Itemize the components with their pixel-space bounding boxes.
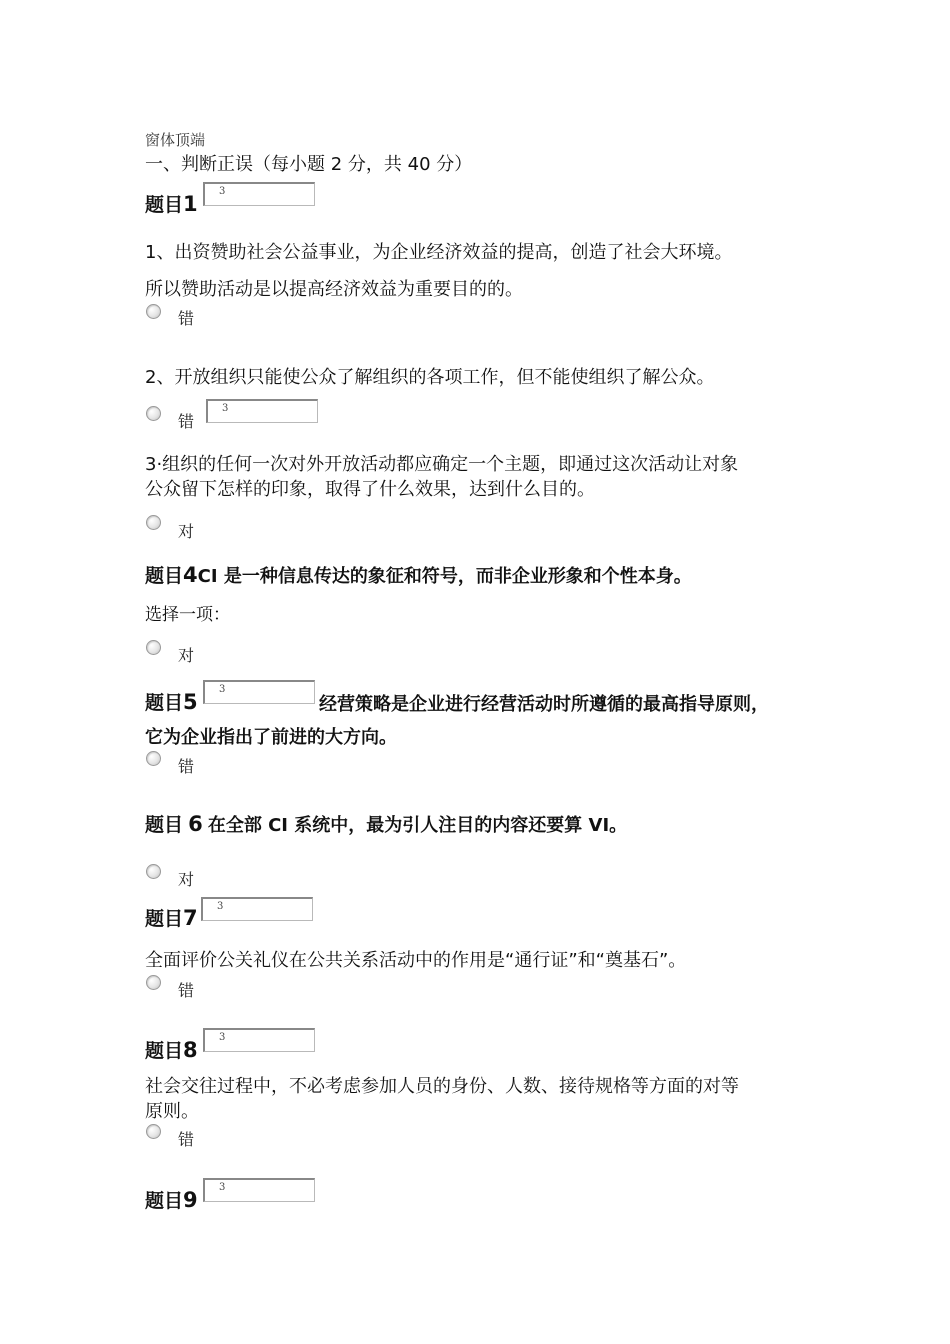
question-7-text: 全面评价公关礼仪在公共关系活动中的作用是“通行证”和“奠基石”。: [145, 950, 687, 971]
question-7-radio[interactable]: [146, 975, 161, 990]
question-7-score-input[interactable]: 3: [201, 897, 313, 921]
question-3-option-label: 对: [178, 522, 195, 541]
question-6-text: 在全部 CI 系统中，最为引人注目的内容还要算 VI。: [207, 815, 628, 836]
question-5-text-line-2: 它为企业指出了前进的大方向。: [145, 727, 397, 748]
question-1-text-line-2: 所以赞助活动是以提高经济效益为重要目的的。: [145, 279, 523, 300]
question-5-score-input[interactable]: 3: [203, 680, 315, 704]
section-title: 一、判断正误（每小题 2 分，共 40 分）: [145, 154, 473, 175]
question-1-radio[interactable]: [146, 304, 161, 319]
question-8-text-line-2: 原则。: [145, 1101, 199, 1122]
question-2-option-label: 错: [178, 412, 195, 431]
question-label: 题目: [145, 814, 184, 836]
question-7-title: [145, 904, 198, 931]
question-8-text-line-1: 社会交往过程中，不必考虑参加人员的身份、人数、接待规格等方面的对等: [145, 1076, 739, 1097]
question-number: 5: [183, 690, 198, 714]
question-9-score-input[interactable]: 3: [203, 1178, 315, 1202]
question-5-radio[interactable]: [146, 751, 161, 766]
choose-one-label: 选择一项：: [145, 605, 230, 625]
question-number: 8: [183, 1038, 198, 1062]
question-8-option-label: 错: [178, 1130, 195, 1149]
question-5-title: [145, 688, 198, 715]
form-top-label: 窗体顶端: [145, 131, 206, 149]
question-6-option-label: 对: [178, 870, 195, 889]
question-4-title: [145, 561, 692, 588]
question-8-score-input[interactable]: 3: [203, 1028, 315, 1052]
question-9-title: [145, 1186, 198, 1213]
question-4-option-label: 对: [178, 646, 195, 665]
question-number: 4: [183, 563, 198, 587]
question-4-radio[interactable]: [146, 640, 161, 655]
question-6-title: [145, 810, 627, 837]
question-6-radio[interactable]: [146, 864, 161, 879]
question-7-option-label: 错: [178, 981, 195, 1000]
question-label: 题目: [145, 908, 184, 930]
question-4-text: CI 是一种信息传达的象征和符号，而非企业形象和个性本身。: [197, 566, 692, 587]
question-label: 题目: [145, 565, 184, 587]
question-number: 7: [183, 906, 198, 930]
question-label: 题目: [145, 194, 184, 216]
question-number: 9: [183, 1188, 198, 1212]
question-label: 题目: [145, 1190, 184, 1212]
question-1-title: [145, 190, 198, 217]
question-8-radio[interactable]: [146, 1124, 161, 1139]
question-number: 1: [183, 192, 198, 216]
question-1-option-label: 错: [178, 309, 195, 328]
question-label: 题目: [145, 692, 184, 714]
question-number: 6: [188, 812, 203, 836]
question-3-radio[interactable]: [146, 515, 161, 530]
question-1-score-input[interactable]: 3: [203, 182, 315, 206]
question-3-text-line-2: 公众留下怎样的印象，取得了什么效果，达到什么目的。: [145, 479, 595, 500]
question-5-text-line-1: 经营策略是企业进行经营活动时所遵循的最高指导原则，: [319, 694, 769, 715]
question-2-text: 2、开放组织只能使公众了解组织的各项工作，但不能使组织了解公众。: [145, 367, 715, 388]
question-8-title: [145, 1036, 198, 1063]
question-label: 题目: [145, 1040, 184, 1062]
question-5-option-label: 错: [178, 757, 195, 776]
question-1-text-line-1: 1、出资赞助社会公益事业，为企业经济效益的提高，创造了社会大环境。: [145, 242, 733, 263]
question-2-radio[interactable]: [146, 406, 161, 421]
question-2-score-input[interactable]: 3: [206, 399, 318, 423]
question-3-text-line-1: 3·组织的任何一次对外开放活动都应确定一个主题，即通过这次活动让对象: [145, 454, 739, 475]
